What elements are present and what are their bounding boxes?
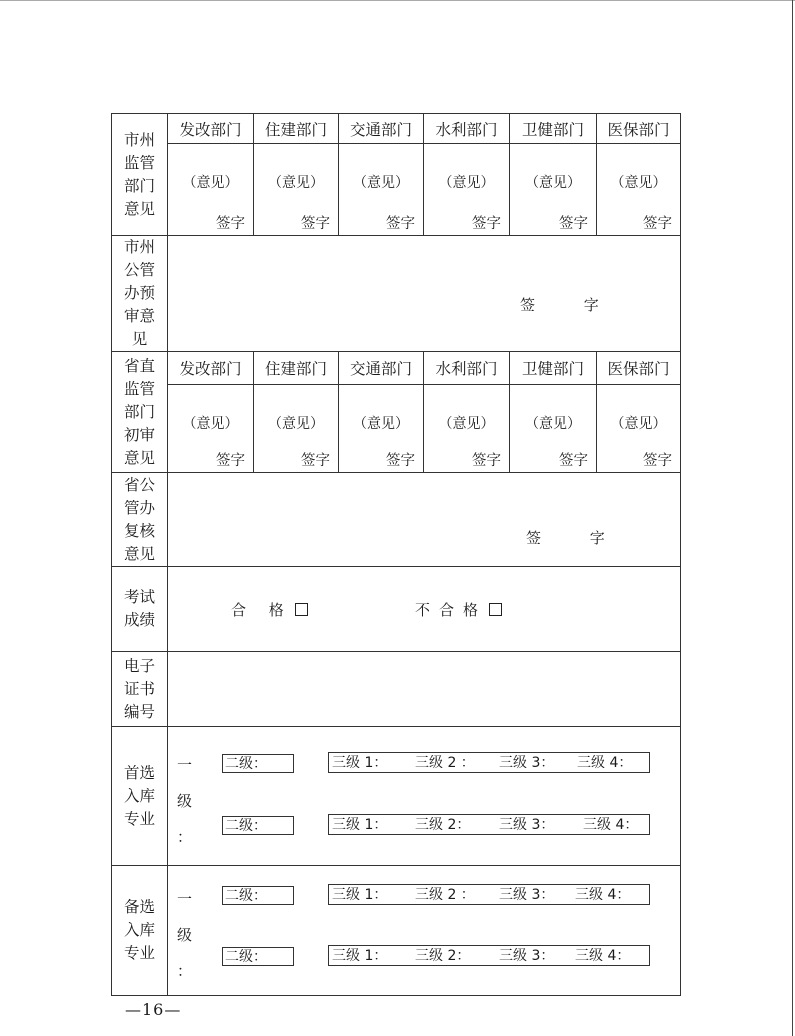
pass-option[interactable] (231, 599, 308, 620)
province-review-label: 省公 管办 复核 意见 (112, 473, 168, 567)
approval-form-table (111, 113, 681, 996)
level3-field-group[interactable] (328, 814, 650, 835)
sign-label: 签字 (643, 216, 672, 232)
city-opinion-cell[interactable] (168, 144, 254, 236)
second-choice-cell (168, 866, 681, 996)
fail-option[interactable] (415, 599, 502, 620)
level3-slot-3: 三级 3： (499, 755, 555, 771)
page-edge-top (0, 0, 795, 1)
checkbox-icon[interactable] (295, 603, 308, 616)
opinion-text: （意见） (525, 175, 581, 191)
province-opinion-cell[interactable] (254, 385, 339, 473)
sign-label: 签 字 (520, 296, 621, 314)
city-opinion-cell[interactable] (339, 144, 424, 236)
province-dept-header: 医保部门 (597, 352, 681, 385)
province-opinion-cell[interactable] (510, 385, 597, 473)
level3-slot-3: 三级 3： (499, 887, 555, 903)
first-choice-label: 首选 入库 专业 (112, 727, 168, 866)
city-dept-header: 水利部门 (424, 114, 510, 144)
level2-field[interactable]: 二级： (222, 947, 294, 966)
exam-result-cell (168, 567, 681, 652)
level3-field-group[interactable] (328, 945, 650, 966)
province-review-opinion-cell[interactable] (168, 473, 681, 567)
opinion-text: （意见） (610, 175, 667, 191)
certificate-label: 电子 证书 编号 (112, 652, 168, 727)
city-opinion-cell[interactable] (597, 144, 681, 236)
sign-label: 签字 (472, 453, 501, 469)
level2-field[interactable]: 二级： (222, 816, 294, 835)
province-dept-header: 发改部门 (168, 352, 254, 385)
province-dept-header: 水利部门 (424, 352, 510, 385)
province-opinion-cell[interactable] (339, 385, 424, 473)
province-opinion-cell[interactable] (424, 385, 510, 473)
level3-slot-2: 三级 2： (415, 948, 471, 964)
level1-label: 一 级 ： (177, 756, 193, 846)
city-dept-header: 医保部门 (597, 114, 681, 144)
second-choice-label: 备选 入库 专业 (112, 866, 168, 996)
province-supervision-label: 省直 监管 部门 初审 意见 (112, 352, 168, 473)
checkbox-icon[interactable] (489, 603, 502, 616)
exam-label: 考试 成绩 (112, 567, 168, 652)
level2-field[interactable]: 二级： (222, 754, 294, 773)
level3-slot-2: 三级 2： (415, 817, 471, 833)
level3-slot-4: 三级 4： (575, 948, 631, 964)
sign-label: 签字 (301, 216, 330, 232)
city-dept-header: 住建部门 (254, 114, 339, 144)
fail-label: 不合格 (415, 601, 488, 619)
sign-label: 签字 (216, 216, 245, 232)
opinion-text: （意见） (525, 416, 581, 432)
sign-label: 签字 (643, 453, 672, 469)
opinion-text: （意见） (353, 416, 409, 432)
sign-label: 签字 (559, 216, 588, 232)
city-opinion-cell[interactable] (510, 144, 597, 236)
opinion-text: （意见） (268, 416, 324, 432)
city-dept-header: 卫健部门 (510, 114, 597, 144)
province-opinion-cell[interactable] (597, 385, 681, 473)
province-dept-header: 卫健部门 (510, 352, 597, 385)
page-number: —16— (125, 1000, 182, 1019)
page-edge-right (792, 0, 793, 1036)
level3-slot-2: 三级 2 ： (415, 755, 475, 771)
city-dept-header: 发改部门 (168, 114, 254, 144)
level3-slot-3: 三级 3： (499, 948, 555, 964)
sign-label: 签字 (386, 453, 415, 469)
level1-label: 一 级 ： (177, 890, 193, 980)
province-dept-header: 交通部门 (339, 352, 424, 385)
sign-label: 签字 (301, 453, 330, 469)
sign-label: 签字 (216, 453, 245, 469)
level3-slot-1: 三级 1： (332, 948, 388, 964)
opinion-text: （意见） (610, 416, 667, 432)
level3-field-group[interactable] (328, 884, 650, 905)
sign-label: 签字 (386, 216, 415, 232)
level3-slot-1: 三级 1： (332, 887, 388, 903)
level3-slot-4: 三级 4： (575, 887, 631, 903)
level3-slot-4: 三级 4： (583, 817, 639, 833)
city-prereview-label: 市州 公管 办预 审意 见 (112, 236, 168, 352)
city-supervision-label: 市州 监管 部门 意见 (112, 114, 168, 236)
sign-label: 签字 (472, 216, 501, 232)
opinion-text: （意见） (438, 175, 495, 191)
opinion-text: （意见） (353, 175, 409, 191)
city-opinion-cell[interactable] (424, 144, 510, 236)
level3-slot-2: 三级 2 ： (415, 887, 475, 903)
level3-field-group[interactable] (328, 752, 650, 773)
opinion-text: （意见） (182, 175, 239, 191)
certificate-number-cell[interactable] (168, 652, 681, 727)
city-prereview-opinion-cell[interactable] (168, 236, 681, 352)
city-dept-header: 交通部门 (339, 114, 424, 144)
level3-slot-4: 三级 4： (577, 755, 633, 771)
opinion-text: （意见） (182, 416, 239, 432)
province-dept-header: 住建部门 (254, 352, 339, 385)
city-opinion-cell[interactable] (254, 144, 339, 236)
level3-slot-3: 三级 3： (499, 817, 555, 833)
opinion-text: （意见） (268, 175, 324, 191)
province-opinion-cell[interactable] (168, 385, 254, 473)
first-choice-cell (168, 727, 681, 866)
sign-label: 签 字 (526, 529, 627, 547)
level3-slot-1: 三级 1： (332, 755, 388, 771)
level3-slot-1: 三级 1： (332, 817, 388, 833)
pass-label: 合 格 (231, 601, 293, 619)
sign-label: 签字 (559, 453, 588, 469)
opinion-text: （意见） (438, 416, 495, 432)
level2-field[interactable]: 二级： (222, 886, 294, 905)
